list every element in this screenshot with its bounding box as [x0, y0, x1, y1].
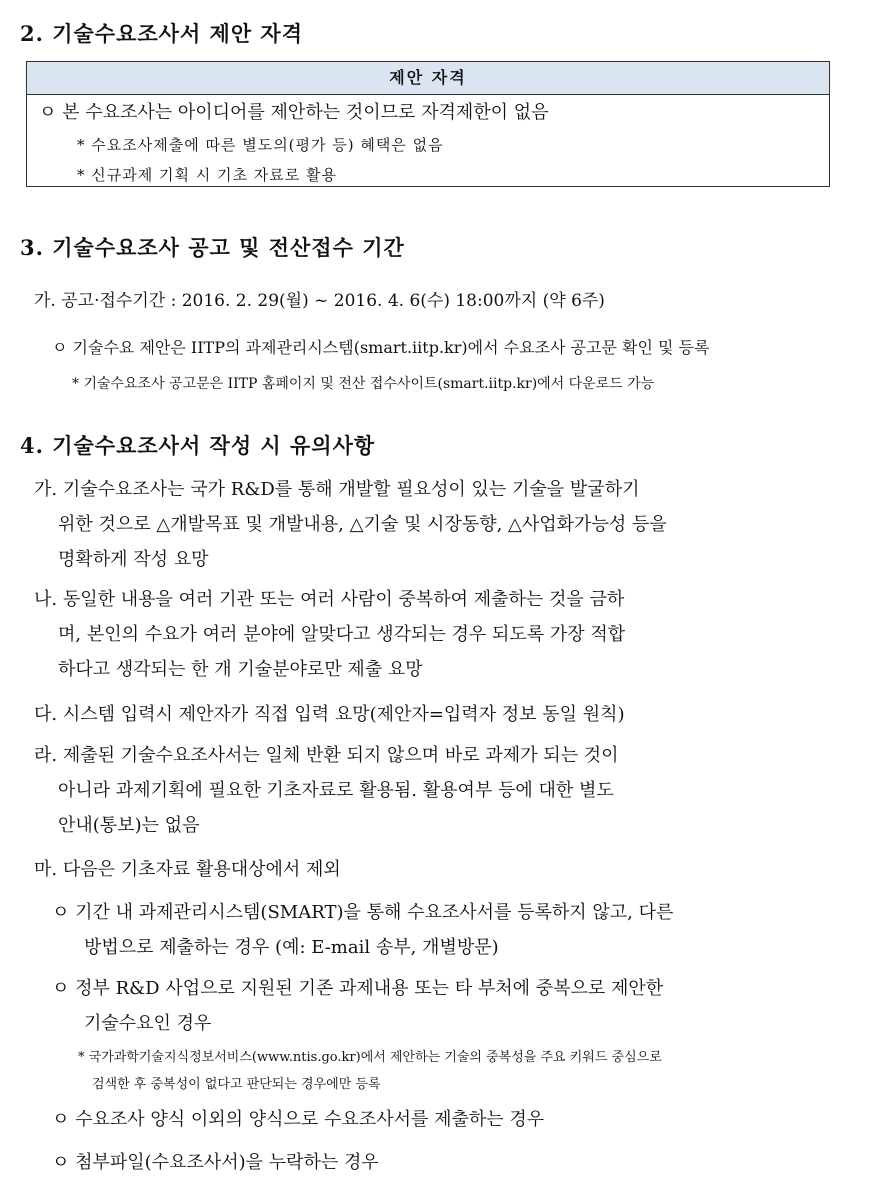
section-3-period: 가. 공고·접수기간 : 2016. 2. 29(월) ~ 2016. 4. 6(수) 18:00까지 (약 6주)	[34, 291, 605, 311]
exclusion-2-note-1: * 국가과학기술지식정보서비스(www.ntis.go.kr)에서 제안하는 기술의 중복성을 주요 키워드 중심으로	[78, 1050, 662, 1065]
section-4-heading: 4. 기술수요조사서 작성 시 유의사항	[20, 433, 376, 458]
item-na	[34, 582, 625, 687]
item-ga	[34, 472, 667, 577]
eligibility-note-2: * 신규과제 기획 시 기초 자료로 활용	[77, 166, 337, 184]
exclusion-2-line-1: ㅇ 정부 R&D 사업으로 지원된 기존 과제내용 또는 타 부처에 중복으로 제안한	[52, 978, 664, 999]
item-ma: 마. 다음은 기초자료 활용대상에서 제외	[34, 859, 341, 880]
exclusion-1-line-1: ㅇ 기간 내 과제관리시스템(SMART)을 통해 수요조사서를 등록하지 않고, 다른	[52, 902, 674, 923]
eligibility-table-header: 제안 자격	[27, 62, 829, 95]
item-na-line-3: 하다고 생각되는 한 개 기술분야로만 제출 요망	[58, 659, 423, 680]
item-na-line-1: 나. 동일한 내용을 여러 기관 또는 여러 사람이 중복하여 제출하는 것을 금하	[34, 589, 625, 610]
section-3-bullet: ㅇ 기술수요 제안은 IITP의 과제관리시스템(smart.iitp.kr)에서 수요조사 공고문 확인 및 등록	[52, 338, 710, 357]
item-ra	[34, 738, 619, 843]
exclusion-1-line-2: 방법으로 제출하는 경우 (예: E-mail 송부, 개별방문)	[84, 937, 499, 958]
item-ra-line-2: 아니라 과제기획에 필요한 기초자료로 활용됨. 활용여부 등에 대한 별도	[58, 780, 614, 801]
item-ra-line-1: 라. 제출된 기술수요조사서는 일체 반환 되지 않으며 바로 과제가 되는 것이	[34, 745, 619, 766]
exclusion-1	[52, 895, 673, 965]
item-ga-line-1: 가. 기술수요조사는 국가 R&D를 통해 개발할 필요성이 있는 기술을 발굴하기	[34, 479, 640, 500]
section-3-note: * 기술수요조사 공고문은 IITP 홈페이지 및 전산 접수사이트(smart.iitp.kr)에서 다운로드 가능	[72, 376, 655, 392]
section-2-heading: 2. 기술수요조사서 제안 자격	[20, 21, 304, 46]
exclusion-4: ㅇ 첨부파일(수요조사서)을 누락하는 경우	[52, 1152, 379, 1173]
item-ra-line-3: 안내(통보)는 없음	[58, 815, 200, 836]
exclusion-2-line-2: 기술수요인 경우	[84, 1013, 212, 1034]
exclusion-2-note-2: 검색한 후 중복성이 없다고 판단되는 경우에만 등록	[92, 1077, 381, 1092]
eligibility-table	[26, 61, 830, 187]
item-da: 다. 시스템 입력시 제안자가 직접 입력 요망(제안자=입력자 정보 동일 원칙)	[34, 704, 625, 725]
eligibility-note-1: * 수요조사제출에 따른 별도의(평가 등) 혜택은 없음	[77, 136, 444, 154]
item-ga-line-3: 명확하게 작성 요망	[58, 549, 209, 570]
exclusion-3: ㅇ 수요조사 양식 이외의 양식으로 수요조사서를 제출하는 경우	[52, 1109, 545, 1130]
item-ga-line-2: 위한 것으로 △개발목표 및 개발내용, △기술 및 시장동향, △사업화가능성 등을	[58, 514, 667, 535]
exclusion-2	[52, 971, 663, 1041]
section-3-heading: 3. 기술수요조사 공고 및 전산접수 기간	[20, 235, 405, 260]
item-na-line-2: 며, 본인의 수요가 여러 분야에 알맞다고 생각되는 경우 되도록 가장 적합	[58, 624, 626, 645]
eligibility-line: ㅇ 본 수요조사는 아이디어를 제안하는 것이므로 자격제한이 없음	[39, 102, 549, 123]
